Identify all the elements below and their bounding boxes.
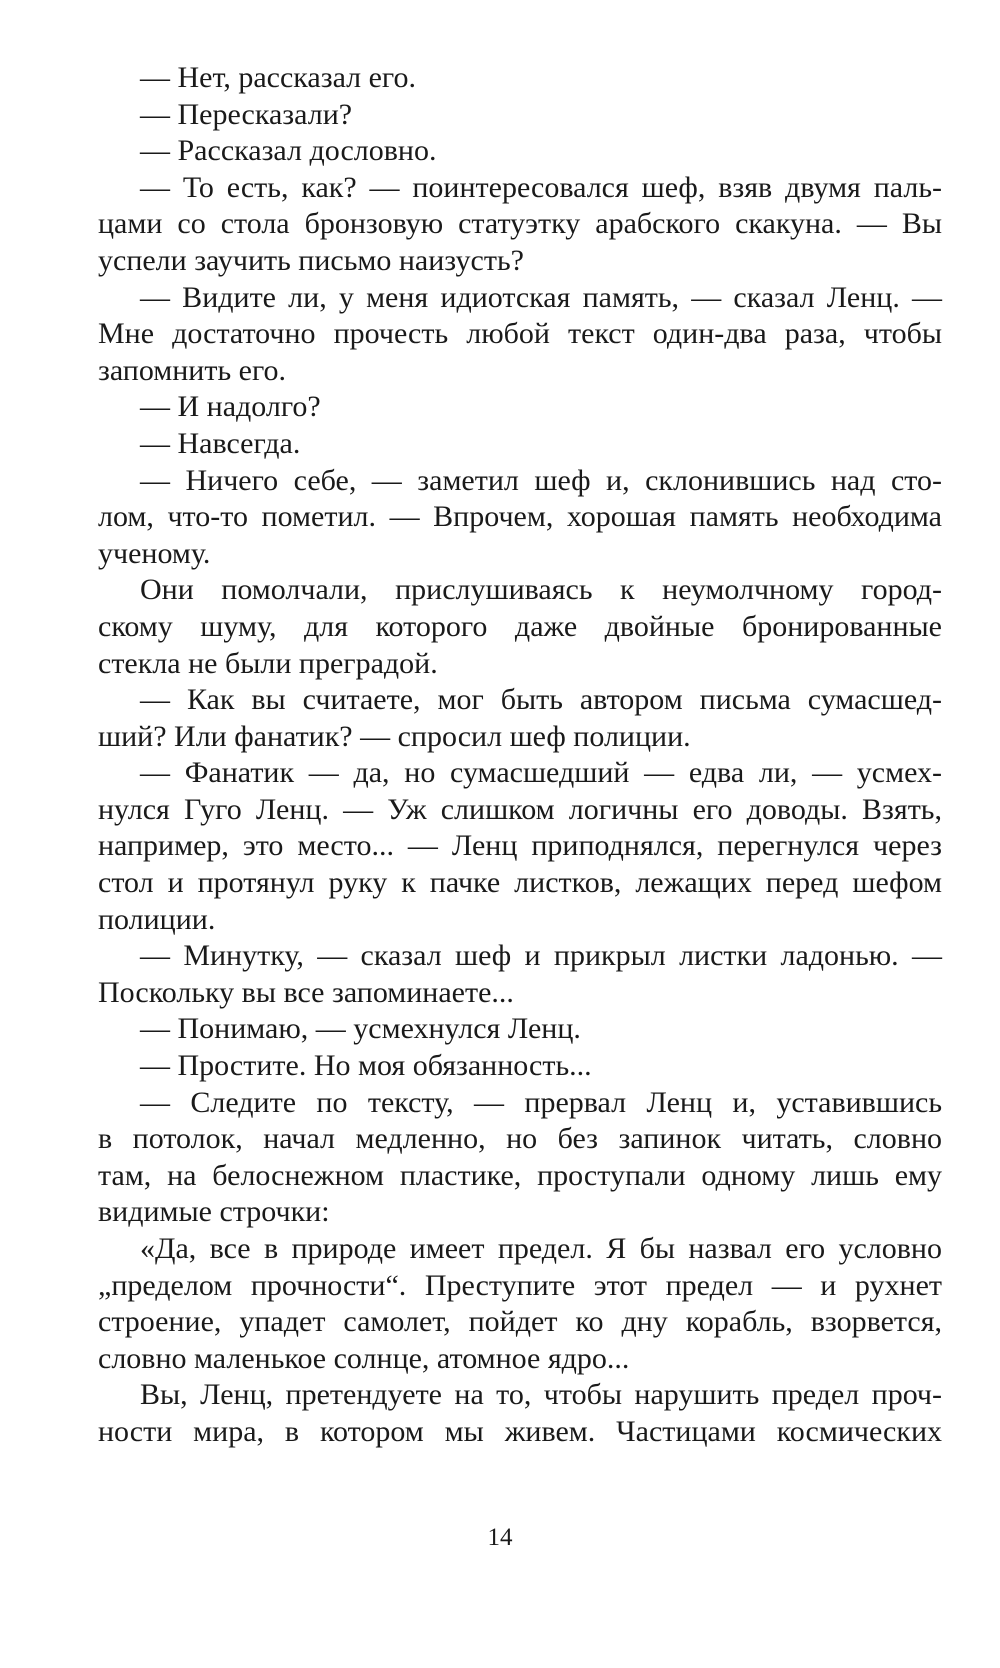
- text-line: Они помолчали, прислушиваясь к неумолчному город-: [140, 573, 942, 607]
- text-line: — Следите по тексту, — прервал Ленц и, уставившись: [140, 1085, 942, 1119]
- text-line: — Фанатик — да, но сумасшедший — едва ли, — усмех-: [140, 756, 942, 790]
- text-line: — Рассказал дословно.: [140, 134, 437, 168]
- text-line: скому шуму, для которого даже двойные бронированные: [98, 609, 942, 643]
- text-line: успели заучить письмо наизусть?: [98, 243, 524, 277]
- text-line: — Видите ли, у меня идиотская память, — сказал Ленц. —: [140, 280, 942, 314]
- text-line: стекла не были преградой.: [98, 646, 438, 680]
- text-line: — То есть, как? — поинтересовался шеф, взяв двумя паль-: [140, 170, 942, 204]
- text-line: — Понимаю, — усмехнулся Ленц.: [140, 1012, 581, 1046]
- text-line: Поскольку вы все запоминаете...: [98, 975, 514, 1009]
- text-line: в потолок, начал медленно, но без запинок читать, словно: [98, 1122, 942, 1156]
- text-line: — Пересказали?: [140, 97, 353, 131]
- text-line: — Минутку, — сказал шеф и прикрыл листки ладонью. —: [140, 939, 942, 973]
- text-line: там, на белоснежном пластике, проступали одному лишь ему: [98, 1158, 942, 1192]
- body-text: [98, 60, 942, 1451]
- text-line: строение, упадет самолет, пойдет ко дну корабль, взорвется,: [98, 1305, 942, 1339]
- text-line: — И надолго?: [140, 390, 321, 424]
- text-line: стол и протянул руку к пачке листков, лежащих перед шефом: [98, 866, 942, 900]
- text-line: полиции.: [98, 902, 216, 936]
- text-line: ученому.: [98, 536, 211, 570]
- text-line: — Как вы считаете, мог быть автором письма сумасшед-: [140, 683, 942, 717]
- text-line: нулся Гуго Ленц. — Уж слишком логичны его доводы. Взять,: [98, 792, 942, 826]
- text-line: видимые строчки:: [98, 1195, 330, 1229]
- text-line: — Навсегда.: [140, 426, 301, 460]
- text-line: запомнить его.: [98, 353, 287, 387]
- text-line: словно маленькое солнце, атомное ядро...: [98, 1341, 630, 1375]
- text-line: Мне достаточно прочесть любой текст один-два раза, чтобы: [98, 317, 942, 351]
- text-line: цами со стола бронзовую статуэтку арабского скакуна. — Вы: [98, 207, 942, 241]
- text-line: — Простите. Но моя обязанность...: [140, 1049, 592, 1083]
- text-line: Вы, Ленц, претендуете на то, чтобы нарушить предел проч-: [140, 1378, 942, 1412]
- text-line: «Да, все в природе имеет предел. Я бы назвал его условно: [140, 1232, 942, 1265]
- text-line: например, это место... — Ленц приподнялся, перегнулся через: [98, 829, 942, 863]
- page-number: 14: [487, 1524, 513, 1551]
- text-line: „пределом прочности“. Преступите этот предел — и рухнет: [98, 1268, 942, 1302]
- text-line: ший? Или фанатик? — спросил шеф полиции.: [98, 719, 691, 753]
- text-line: лом, что-то пометил. — Впрочем, хорошая память необходима: [98, 500, 942, 534]
- text-line: — Ничего себе, — заметил шеф и, склонившись над сто-: [140, 463, 942, 497]
- text-line: ности мира, в котором мы живем. Частицами космических: [98, 1414, 942, 1448]
- text-line: — Нет, рассказал его.: [140, 61, 416, 94]
